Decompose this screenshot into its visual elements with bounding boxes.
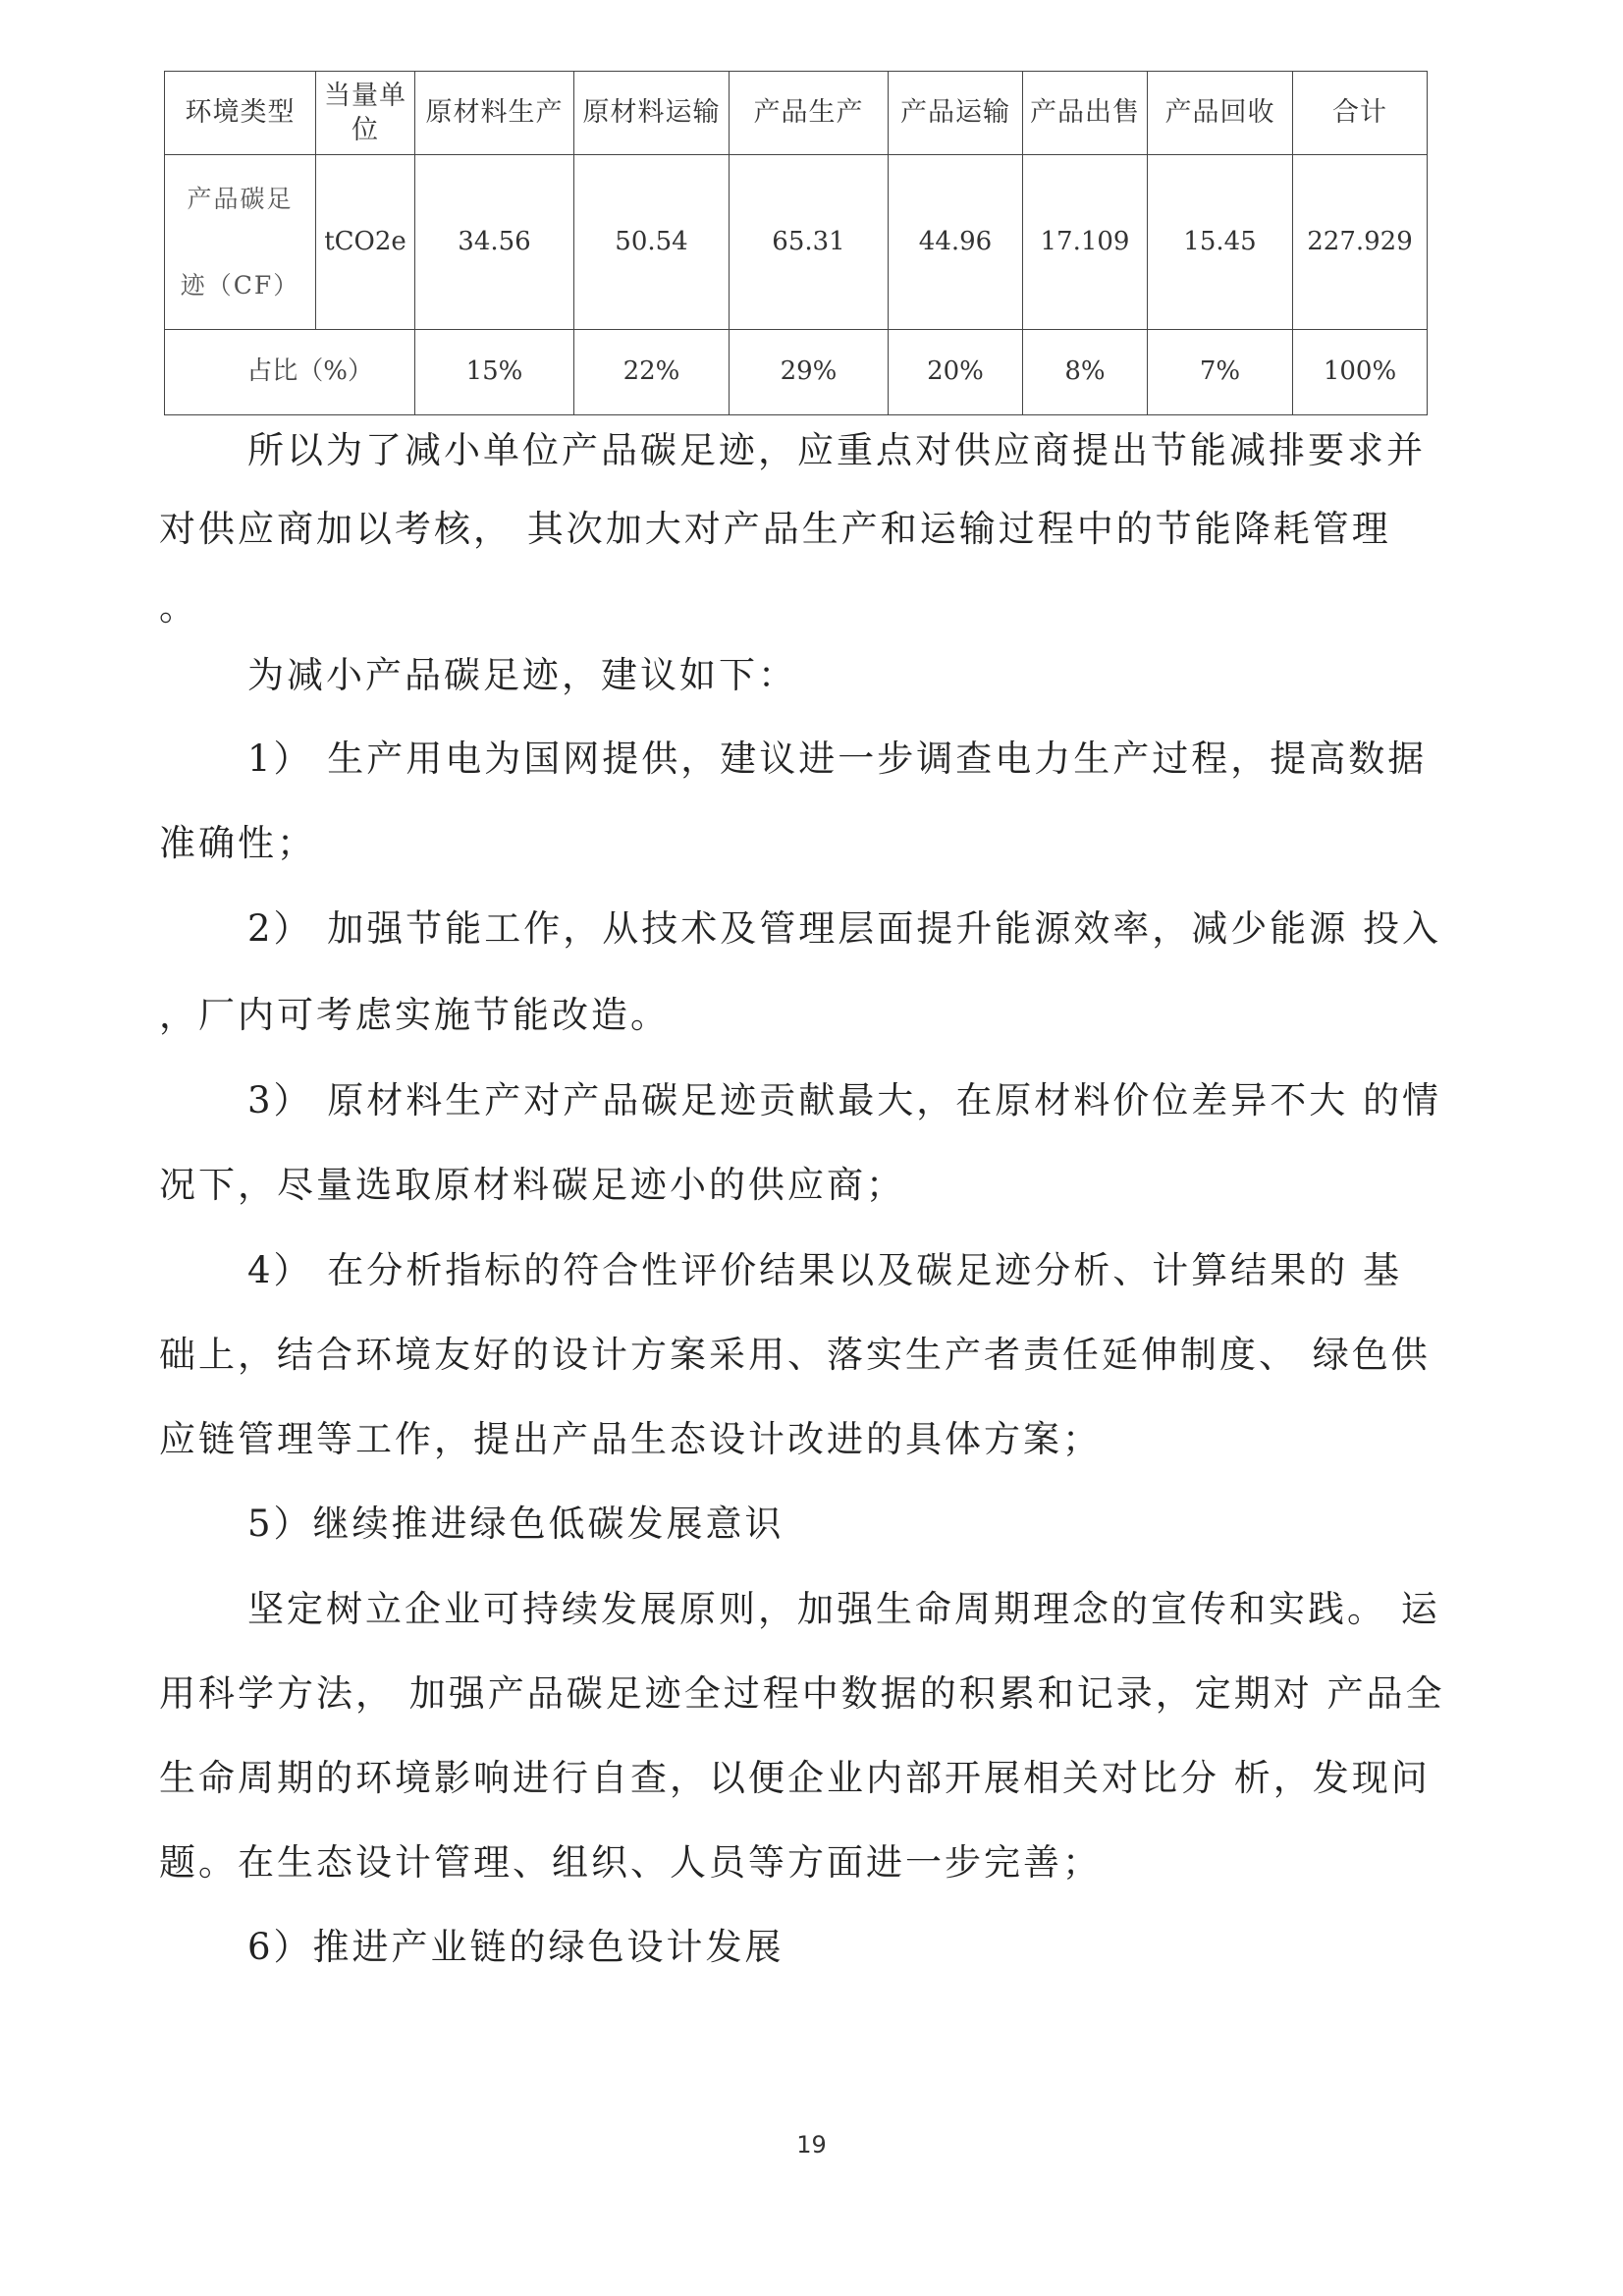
share-cell: 22% <box>574 330 730 415</box>
value-cell: 65.31 <box>730 155 889 330</box>
header-cell: 产品运输 <box>889 72 1023 155</box>
row-label-share: 占比（%） <box>165 330 415 415</box>
share-cell: 7% <box>1148 330 1293 415</box>
header-cell: 原材料生产 <box>415 72 574 155</box>
value-cell: 34.56 <box>415 155 574 330</box>
row-label-cf <box>165 155 316 330</box>
list-item-line: 4） 在分析指标的符合性评价结果以及碳足迹分析、计算结果的 基 <box>247 1249 1403 1291</box>
row-label-cf-line1: 产品碳足 <box>187 184 294 213</box>
paragraph-line: 用科学方法， 加强产品碳足迹全过程中数据的积累和记录，定期对 产品全 <box>159 1672 1445 1715</box>
row-label-cf-line2: 迹（CF） <box>180 270 300 300</box>
paragraph-line: 题。在生态设计管理、组织、人员等方面进一步完善； <box>159 1841 1102 1884</box>
paragraph-line: 。 <box>159 586 198 629</box>
value-cell: 50.54 <box>574 155 730 330</box>
page-number: 19 <box>796 2131 827 2159</box>
total-cell: 227.929 <box>1293 155 1428 330</box>
header-cell: 产品回收 <box>1148 72 1293 155</box>
share-cell: 20% <box>889 330 1023 415</box>
list-item-line: ，厂内可考虑实施节能改造。 <box>159 994 670 1036</box>
list-item-line: 6）推进产业链的绿色设计发展 <box>247 1926 784 1968</box>
share-total-cell: 100% <box>1293 330 1428 415</box>
carbon-footprint-table <box>164 71 1428 415</box>
table-row-cf <box>165 155 1428 330</box>
paragraph-line: 生命周期的环境影响进行自查，以便企业内部开展相关对比分 析，发现问 <box>159 1757 1431 1799</box>
paragraph-line: 对供应商加以考核， 其次加大对产品生产和运输过程中的节能降耗管理 <box>159 508 1391 550</box>
table-header-row <box>165 72 1428 155</box>
header-cell: 当量单位 <box>316 72 415 155</box>
table-row-share <box>165 330 1428 415</box>
list-item-line: 2） 加强节能工作，从技术及管理层面提升能源效率，减少能源 投入 <box>247 907 1442 950</box>
list-item-line: 1） 生产用电为国网提供，建议进一步调查电力生产过程，提高数据 <box>247 738 1428 780</box>
value-cell: 15.45 <box>1148 155 1293 330</box>
list-item-line: 应链管理等工作，提出产品生态设计改进的具体方案； <box>159 1418 1102 1460</box>
header-cell: 产品出售 <box>1023 72 1148 155</box>
list-item-line: 况下，尽量选取原材料碳足迹小的供应商； <box>159 1164 905 1206</box>
paragraph-line: 为减小产品碳足迹，建议如下： <box>247 654 797 696</box>
header-cell: 产品生产 <box>730 72 889 155</box>
header-cell: 原材料运输 <box>574 72 730 155</box>
header-cell: 环境类型 <box>165 72 316 155</box>
header-cell: 合计 <box>1293 72 1428 155</box>
share-cell: 29% <box>730 330 889 415</box>
value-cell: 17.109 <box>1023 155 1148 330</box>
paragraph-line: 坚定树立企业可持续发展原则，加强生命周期理念的宣传和实践。 运 <box>247 1588 1440 1630</box>
share-cell: 8% <box>1023 330 1148 415</box>
paragraph-line: 所以为了减小单位产品碳足迹，应重点对供应商提出节能减排要求并 <box>247 429 1426 471</box>
list-item-line: 础上，结合环境友好的设计方案采用、落实生产者责任延伸制度、 绿色供 <box>159 1334 1431 1376</box>
unit-cell: tCO2e <box>316 155 415 330</box>
value-cell: 44.96 <box>889 155 1023 330</box>
list-item-line: 准确性； <box>159 822 316 864</box>
share-cell: 15% <box>415 330 574 415</box>
list-item-line: 3） 原材料生产对产品碳足迹贡献最大，在原材料价位差异不大 的情 <box>247 1079 1442 1121</box>
list-item-line: 5）继续推进绿色低碳发展意识 <box>247 1503 784 1545</box>
